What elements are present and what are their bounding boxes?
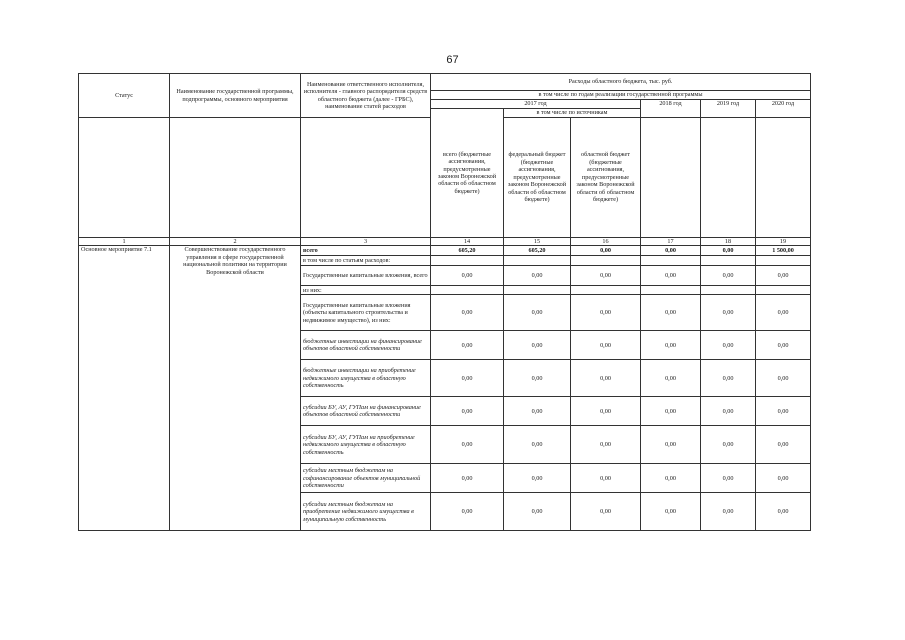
row-value: 0,00 — [571, 464, 641, 493]
row-value: 0,00 — [504, 464, 571, 493]
row-label: субсидии местным бюджетам на софинансирование объектов муниципальной собственности — [301, 464, 431, 493]
row-value: 0,00 — [504, 397, 571, 426]
row-value: 0,00 — [641, 493, 701, 531]
row-label: бюджетные инвестиции на приобретение недвижимого имущества в областную собственность — [301, 360, 431, 397]
row-value: 0,00 — [756, 426, 811, 464]
row-label: субсидии БУ, АУ, ГУПам на приобретение недвижимого имущества в областную собственность — [301, 426, 431, 464]
measure-status: Основное мероприятие 7.1 — [79, 246, 170, 531]
row-value: 0,00 — [641, 295, 701, 331]
row-label: в том числе по статьям расходов: — [301, 256, 431, 266]
row-value: 0,00 — [504, 266, 571, 286]
header-name-filler — [170, 118, 301, 238]
header-executor-filler — [301, 118, 431, 238]
row-value: 0,00 — [571, 426, 641, 464]
row-label: субсидии БУ, АУ, ГУПам на финансирование объектов областной собственности — [301, 397, 431, 426]
row-value: 0,00 — [571, 360, 641, 397]
row-value: 0,00 — [504, 493, 571, 531]
row-value: 0,00 — [701, 493, 756, 531]
row-value — [504, 286, 571, 295]
column-number: 15 — [504, 238, 571, 246]
row-value: 0,00 — [701, 266, 756, 286]
row-value: 0,00 — [701, 360, 756, 397]
row-value: 1 500,00 — [756, 246, 811, 256]
header-year-2019: 2019 год — [701, 100, 756, 118]
column-number: 16 — [571, 238, 641, 246]
row-value: 0,00 — [571, 397, 641, 426]
header-year-2018: 2018 год — [641, 100, 701, 118]
row-value — [756, 256, 811, 266]
row-label: всего — [301, 246, 431, 256]
row-value: 0,00 — [431, 397, 504, 426]
row-value: 605,20 — [504, 246, 571, 256]
header-by-sources: в том числе по источникам — [504, 109, 641, 118]
row-label: Государственные капитальные вложения, всего — [301, 266, 431, 286]
row-value: 0,00 — [431, 426, 504, 464]
row-value: 0,00 — [641, 360, 701, 397]
measure-name: Совершенствование государственного управления в сфере государственной национальной политики на территории Воронежской области — [170, 246, 301, 531]
row-value: 0,00 — [756, 397, 811, 426]
row-value: 0,00 — [701, 397, 756, 426]
budget-table — [78, 73, 811, 531]
header-2018-filler — [641, 118, 701, 238]
row-value: 0,00 — [701, 464, 756, 493]
row-value: 0,00 — [431, 331, 504, 360]
column-number: 1 — [79, 238, 170, 246]
row-value: 0,00 — [756, 493, 811, 531]
row-value: 0,00 — [756, 295, 811, 331]
column-number: 3 — [301, 238, 431, 246]
row-value — [756, 286, 811, 295]
row-value: 0,00 — [701, 426, 756, 464]
row-value: 0,00 — [701, 246, 756, 256]
row-value: 605,20 — [431, 246, 504, 256]
row-value: 0,00 — [641, 266, 701, 286]
row-value: 0,00 — [756, 464, 811, 493]
page-number: 67 — [446, 54, 459, 66]
row-label: из них: — [301, 286, 431, 295]
row-value: 0,00 — [571, 246, 641, 256]
row-value: 0,00 — [431, 464, 504, 493]
row-label: субсидии местным бюджетам на приобретение недвижимого имущества в муниципальную собственность — [301, 493, 431, 531]
header-federal-col: федеральный бюджет (бюджетные ассигнования, предусмотренные законом Воронежской области об областном бюджете) — [504, 118, 571, 238]
row-value: 0,00 — [701, 331, 756, 360]
row-value: 0,00 — [431, 266, 504, 286]
row-value: 0,00 — [504, 426, 571, 464]
header-2020-filler — [756, 118, 811, 238]
header-expenses-title: Расходы областного бюджета, тыс. руб. — [431, 74, 811, 91]
column-number: 19 — [756, 238, 811, 246]
row-value: 0,00 — [641, 246, 701, 256]
row-value: 0,00 — [431, 295, 504, 331]
row-value — [504, 256, 571, 266]
row-value: 0,00 — [756, 360, 811, 397]
header-status-filler — [79, 118, 170, 238]
row-value: 0,00 — [504, 360, 571, 397]
row-value: 0,00 — [504, 295, 571, 331]
row-label: Государственные капитальные вложения (объекты капитального строительства и недвижимое имущество), из них: — [301, 295, 431, 331]
row-value: 0,00 — [571, 266, 641, 286]
row-value — [571, 256, 641, 266]
row-value: 0,00 — [431, 493, 504, 531]
column-number: 18 — [701, 238, 756, 246]
row-value: 0,00 — [571, 331, 641, 360]
header-total-col: всего (бюджетные ассигнования, предусмотренные законом Воронежской области об областном бюджете) — [431, 109, 504, 238]
row-value: 0,00 — [756, 331, 811, 360]
column-number: 2 — [170, 238, 301, 246]
row-value — [431, 286, 504, 295]
row-value: 0,00 — [756, 266, 811, 286]
column-number: 17 — [641, 238, 701, 246]
column-number: 14 — [431, 238, 504, 246]
header-by-years: в том числе по годам реализации государственной программы — [431, 91, 811, 100]
header-executor: Наименование ответственного исполнителя, исполнителя - главного распорядителя средств областного бюджета (далее - ГРБС), наименование статей расходов — [301, 74, 431, 118]
header-status: Статус — [79, 74, 170, 118]
table-row — [79, 246, 811, 256]
row-value: 0,00 — [571, 295, 641, 331]
row-label: бюджетные инвестиции на финансирование объектов областной собственности — [301, 331, 431, 360]
column-numbers-row — [79, 238, 811, 246]
row-value — [641, 256, 701, 266]
row-value: 0,00 — [641, 397, 701, 426]
header-2019-filler — [701, 118, 756, 238]
row-value — [431, 256, 504, 266]
row-value: 0,00 — [431, 360, 504, 397]
row-value: 0,00 — [571, 493, 641, 531]
header-regional-col: областной бюджет (бюджетные ассигнования, предусмотренные законом Воронежской области об областном бюджете) — [571, 118, 641, 238]
row-value — [701, 256, 756, 266]
row-value: 0,00 — [701, 295, 756, 331]
row-value — [571, 286, 641, 295]
header-year-2017: 2017 год — [431, 100, 641, 109]
row-value — [641, 286, 701, 295]
row-value: 0,00 — [641, 464, 701, 493]
header-year-2020: 2020 год — [756, 100, 811, 118]
row-value — [701, 286, 756, 295]
header-program-name: Наименование государственной программы, подпрограммы, основного мероприятия — [170, 74, 301, 118]
row-value: 0,00 — [641, 331, 701, 360]
row-value: 0,00 — [504, 331, 571, 360]
row-value: 0,00 — [641, 426, 701, 464]
